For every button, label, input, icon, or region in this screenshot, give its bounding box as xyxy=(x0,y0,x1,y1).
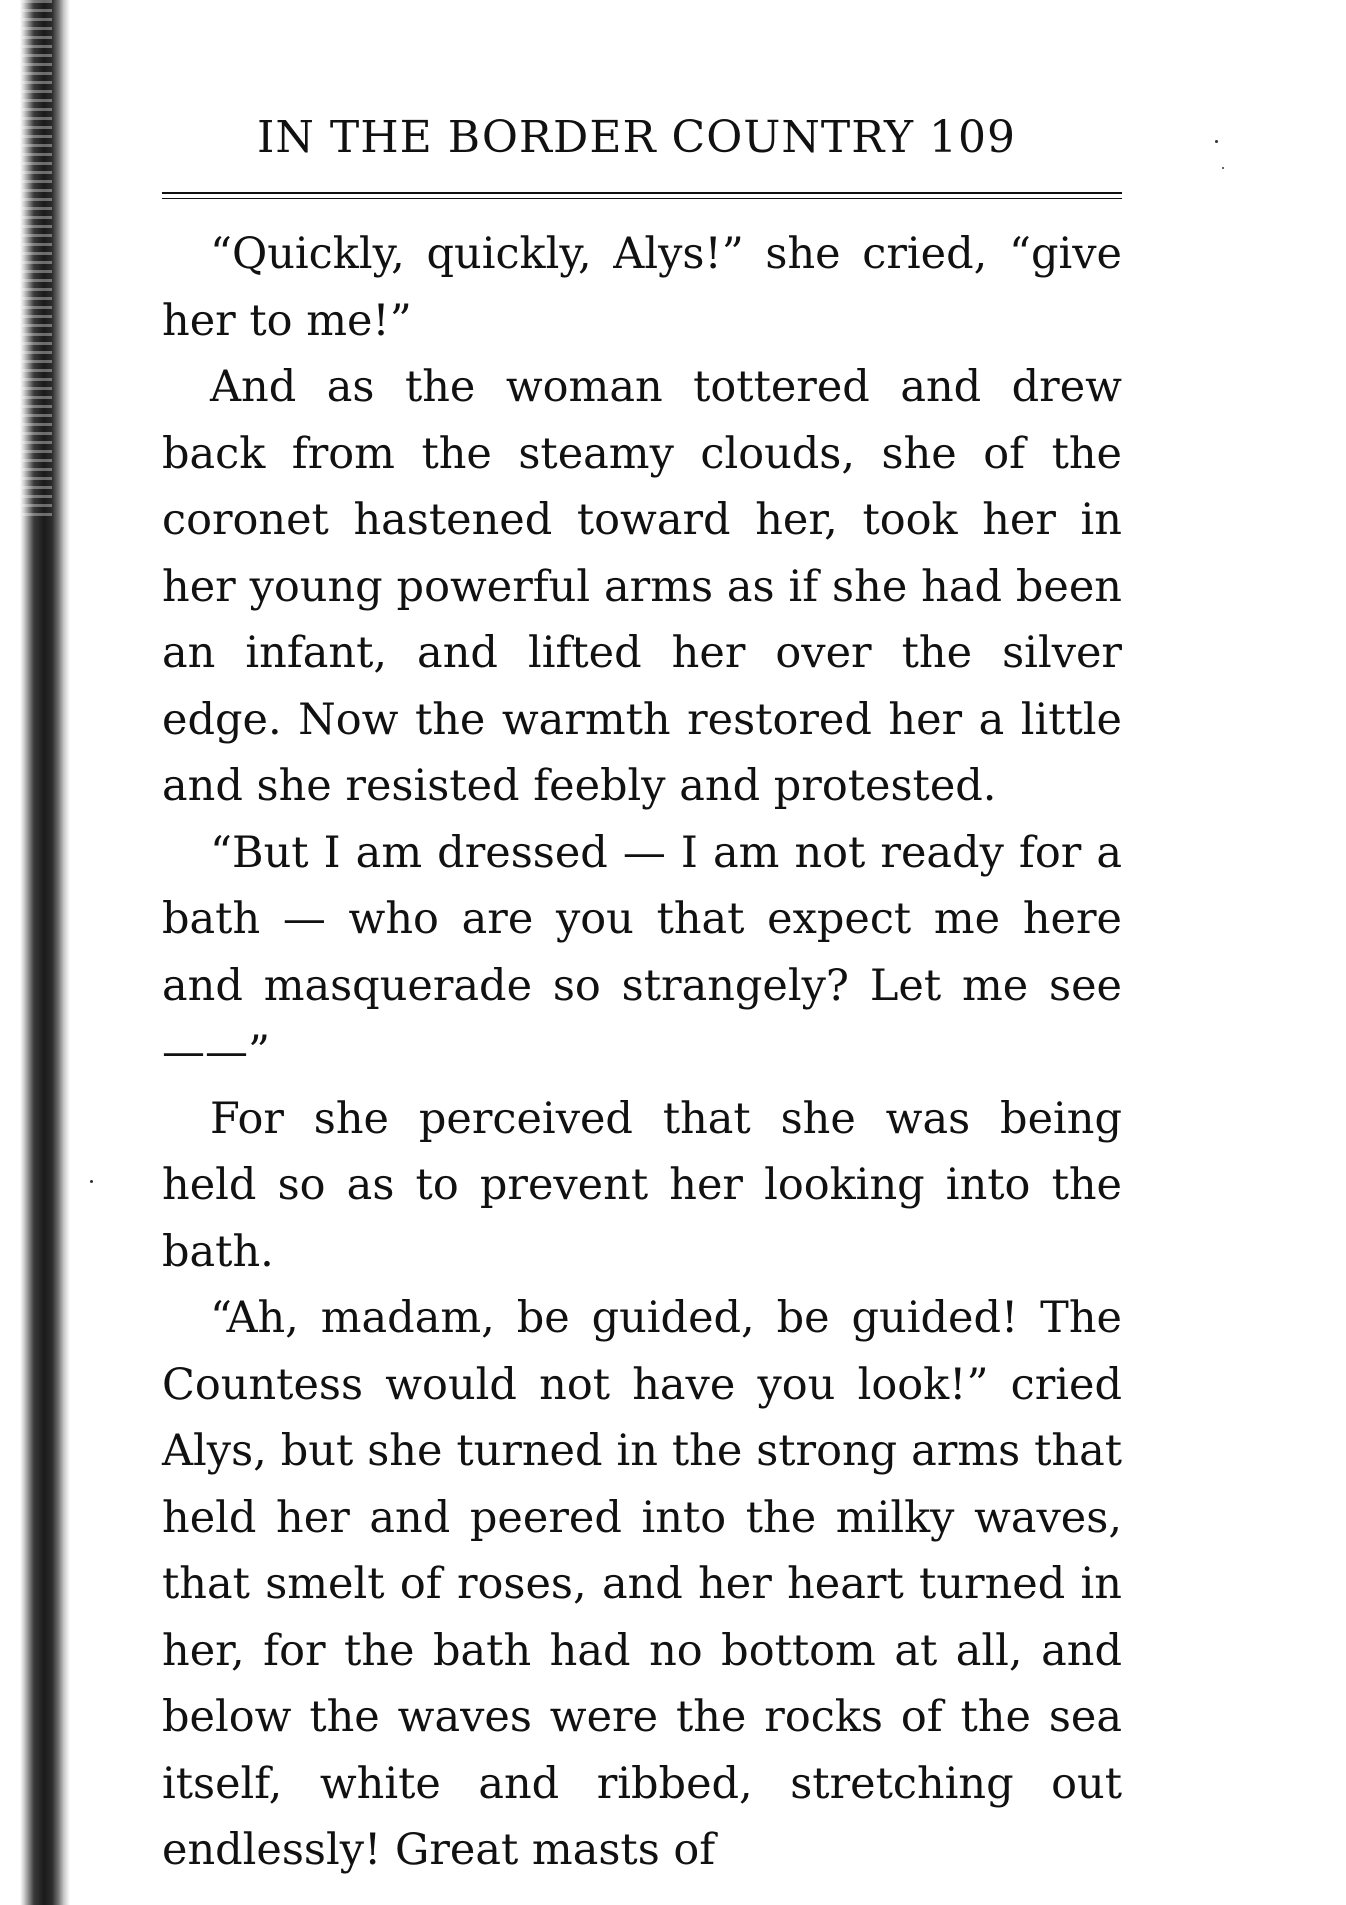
running-title: IN THE BORDER COUNTRY 109 xyxy=(257,112,1017,163)
paragraph: “Ah, madam, be guided, be guided! The Countess would not have you look!” cried Alys, but she turned in the strong arms that held her and peered into the milky waves, that smelt of roses, and her heart turned in her, for the bath had no bottom at all, and below the waves were the rocks of the sea itself, white and ribbed, stretching out endlessly! Great masts of xyxy=(162,1293,1122,1875)
dust-speck xyxy=(1215,140,1218,143)
body-text xyxy=(162,221,1122,1884)
spine-texture xyxy=(22,0,52,520)
header-rule xyxy=(162,192,1122,199)
book-page xyxy=(162,110,1122,1884)
dust-speck xyxy=(90,1180,93,1183)
paragraph: “Quickly, quickly, Alys!” she cried, “give her to me!” xyxy=(162,229,1122,346)
paragraph: For she perceived that she was being held so as to prevent her looking into the bath. xyxy=(162,1093,1122,1277)
dust-speck xyxy=(1222,167,1224,169)
page-header xyxy=(162,110,1122,170)
paragraph: “But I am dressed — I am not ready for a bath — who are you that expect me here and masquerade so strangely? Let me see ——” xyxy=(162,827,1122,1077)
paragraph: And as the woman tottered and drew back from the steamy clouds, she of the coronet hastened toward her, took her in her young powerful arms as if she had been an infant, and lifted her over the silver edge. Now the warmth restored her a little and she resisted feebly and protested. xyxy=(162,362,1122,811)
